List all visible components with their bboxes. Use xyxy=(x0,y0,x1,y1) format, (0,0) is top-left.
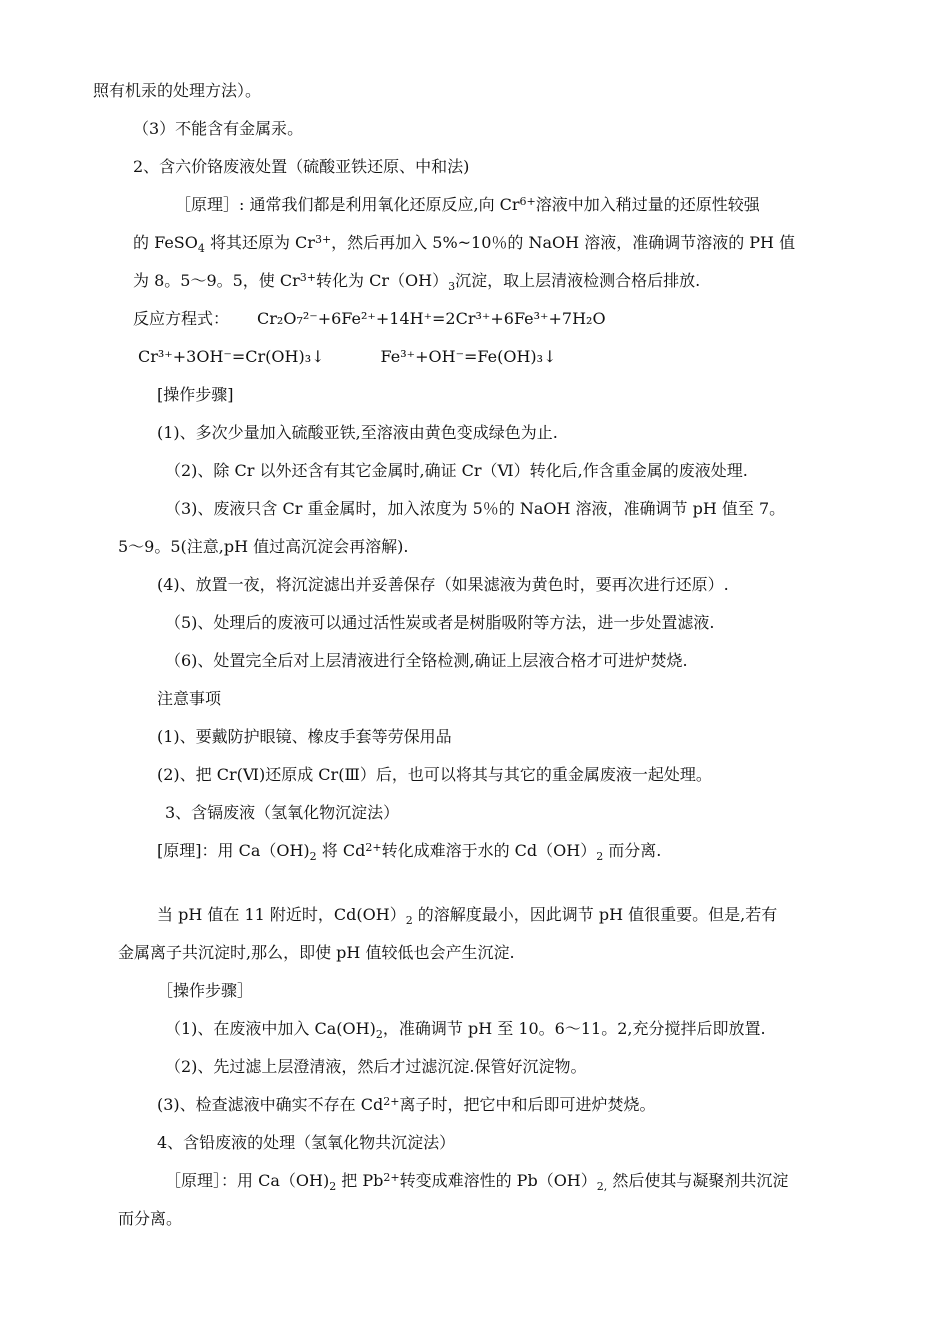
text-line xyxy=(165,1170,788,1192)
text-line: (1)、多次少量加入硫酸亚铁,至溶液由黄色变成绿色为止. xyxy=(157,423,558,442)
text-run: (3)、检查滤液中确实不存在 Cd xyxy=(157,1095,384,1114)
text-run: 溶液中加入稍过量的还原性较强 xyxy=(535,195,760,214)
text-run: 转化为 Cr（OH） xyxy=(316,271,449,290)
section-heading: 2、含六价铬废液处置（硫酸亚铁还原、中和法) xyxy=(133,157,470,176)
subscript: 3 xyxy=(448,280,456,293)
equation-line xyxy=(138,346,556,368)
text-run: 转变成难溶性的 Pb（OH） xyxy=(399,1171,597,1190)
equation-label: 反应方程式： xyxy=(133,309,230,328)
text-line: （5)、处理后的废液可以通过活性炭或者是树脂吸附等方法，进一步处置滤液. xyxy=(165,613,715,632)
subheading: [操作步骤] xyxy=(157,385,234,404)
text-line: (2)、把 Cr(Ⅵ)还原成 Cr(Ⅲ）后，也可以将其与其它的重金属废液一起处理。 xyxy=(157,765,712,784)
text-run: 而分离. xyxy=(603,841,662,860)
subscript: 2 xyxy=(405,914,413,927)
subheading: ［操作步骤］ xyxy=(157,981,254,1000)
subheading: 注意事项 xyxy=(157,689,222,708)
text-line: 5～9。5(注意,pH 值过高沉淀会再溶解). xyxy=(118,537,409,556)
text-line: （6)、处置完全后对上层清液进行全铬检测,确证上层液合格才可进炉焚烧. xyxy=(165,651,688,670)
superscript: 2+ xyxy=(383,1171,400,1184)
text-line xyxy=(133,270,700,292)
text-run: ［原理］: 通常我们都是利用氧化还原反应,向 Cr xyxy=(175,195,520,214)
text-line: （3）不能含有金属汞。 xyxy=(133,119,304,138)
subscript: 2 xyxy=(309,850,317,863)
superscript: 3+ xyxy=(314,233,332,246)
superscript: 6+ xyxy=(519,195,536,208)
text-run: [原理]：用 Ca（OH) xyxy=(157,841,310,860)
text-line: 照有机汞的处理方法）。 xyxy=(93,81,262,100)
text-line: (4)、放置一夜，将沉淀滤出并妥善保存（如果滤液为黄色时，要再次进行还原）. xyxy=(157,575,729,594)
text-line: 而分离。 xyxy=(118,1209,183,1228)
superscript: 2+ xyxy=(365,841,382,854)
subscript: 2 xyxy=(596,850,604,863)
chemical-equation: Cr₂O₇²⁻+6Fe²⁺+14H⁺=2Cr³⁺+6Fe³⁺+7H₂O xyxy=(257,309,606,328)
subscript: 4 xyxy=(197,242,205,255)
text-line xyxy=(157,1094,655,1116)
text-line: (1)、要戴防护眼镜、橡皮手套等劳保用品 xyxy=(157,727,452,746)
text-line: （2)、除 Cr 以外还含有其它金属时,确证 Cr（Ⅵ）转化后,作含重金属的废液处理. xyxy=(165,461,748,480)
section-heading: 4、含铅废液的处理（氢氧化物共沉淀法） xyxy=(157,1133,456,1152)
text-run: 当 pH 值在 11 附近时，Cd(OH） xyxy=(157,905,406,924)
text-line: （3)、废液只含 Cr 重金属时，加入浓度为 5％的 NaOH 溶液，准确调节 pH 值至 7。 xyxy=(165,499,786,518)
subscript: 2, xyxy=(596,1180,608,1193)
subscript: 2 xyxy=(375,1028,383,1041)
text-run: ，准确调节 pH 至 10。6～11。2,充分搅拌后即放置. xyxy=(382,1019,766,1038)
text-run: ［原理］：用 Ca（OH) xyxy=(165,1171,330,1190)
text-run: 沉淀，取上层清液检测合格后排放. xyxy=(455,271,701,290)
text-run: ，然后再加入 5%~10％的 NaOH 溶液，准确调节溶液的 PH 值 xyxy=(331,233,796,252)
text-line xyxy=(175,194,760,216)
text-line xyxy=(157,904,777,926)
superscript: 2+ xyxy=(383,1095,400,1108)
equation-line xyxy=(133,308,606,330)
text-run: 为 8。5～9。5，使 Cr xyxy=(133,271,300,290)
text-line: 金属离子共沉淀时,那么，即使 pH 值较低也会产生沉淀. xyxy=(118,943,515,962)
text-run: 离子时，把它中和后即可进炉焚烧。 xyxy=(399,1095,656,1114)
section-heading: 3、含镉废液（氢氧化物沉淀法） xyxy=(165,803,400,822)
text-run: 将其还原为 Cr xyxy=(204,233,315,252)
text-run: 然后使其与凝聚剂共沉淀 xyxy=(607,1171,789,1190)
text-run: 转化成难溶于水的 Cd（OH） xyxy=(381,841,597,860)
superscript: 3+ xyxy=(299,271,317,284)
chemical-equation: Cr³⁺+3OH⁻=Cr(OH)₃↓ xyxy=(138,347,325,366)
text-run: 把 Pb xyxy=(336,1171,384,1190)
text-run: 的 FeSO xyxy=(133,233,198,252)
subscript: 2 xyxy=(329,1180,337,1193)
text-run: （1)、在废液中加入 Ca(OH) xyxy=(165,1019,376,1038)
text-line: （2)、先过滤上层澄清液，然后才过滤沉淀.保管好沉淀物。 xyxy=(165,1057,587,1076)
chemical-equation: Fe³⁺+OH⁻=Fe(OH)₃↓ xyxy=(380,347,557,366)
text-line xyxy=(133,232,795,254)
text-line xyxy=(157,840,661,862)
text-run: 的溶解度最小，因此调节 pH 值很重要。但是,若有 xyxy=(412,905,778,924)
text-line xyxy=(165,1018,766,1040)
text-run: 将 Cd xyxy=(316,841,366,860)
